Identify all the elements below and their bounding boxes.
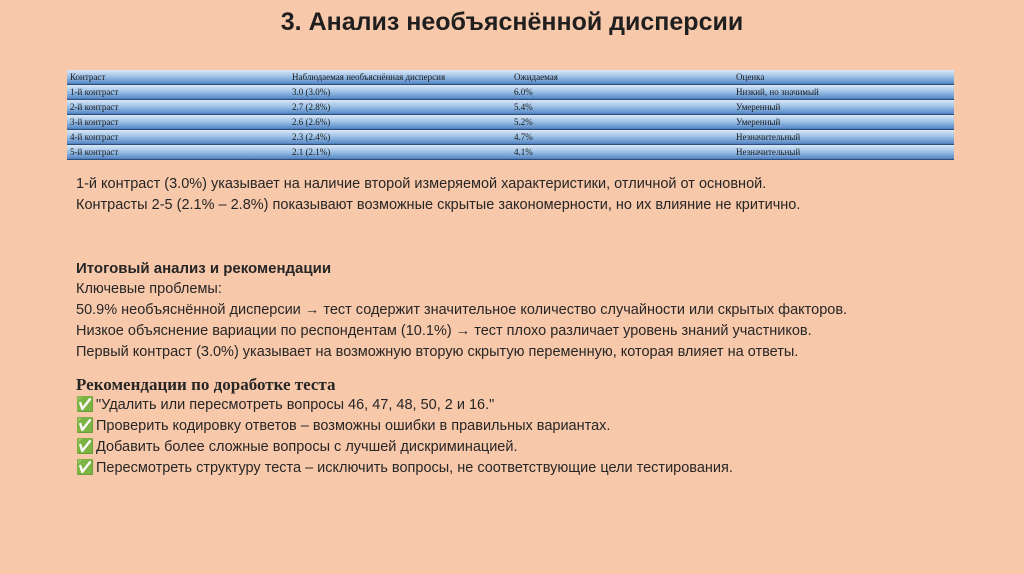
table-cell: 3.0 (3.0%) [289, 85, 511, 100]
table-row [67, 85, 954, 100]
problem-item: 50.9% необъяснённой дисперсии → тест содержит значительное количество случайности или скрытых факторов. [76, 302, 848, 318]
table-cell: Незначительный [733, 130, 954, 145]
header-cell: Оценка [733, 70, 954, 85]
table-cell: 5.2% [511, 115, 733, 130]
table-cell: 2.1 (2.1%) [289, 145, 511, 160]
table-cell: 2-й контраст [67, 100, 289, 115]
contrast-table [67, 70, 954, 160]
table-cell: 6.0% [511, 85, 733, 100]
table-header-row [67, 70, 954, 85]
table-row [67, 100, 954, 115]
header-cell: Наблюдаемая необъяснённая дисперсия [289, 70, 511, 85]
recommendation-text: Добавить более сложные вопросы с лучшей дискриминацией. [96, 439, 518, 455]
checkmark-icon: ✅ [76, 397, 95, 413]
recommendation-text: Пересмотреть структуру теста – исключить вопросы, не соответствующие цели тестирования. [96, 460, 733, 476]
table-cell: 2.7 (2.8%) [289, 100, 511, 115]
recommendation-text: "Удалить или пересмотреть вопросы 46, 47, 48, 50, 2 и 16." [96, 397, 495, 413]
table-cell: 5.4% [511, 100, 733, 115]
recommendations-heading: Рекомендации по доработке теста [76, 375, 336, 394]
table-cell: Незначительный [733, 145, 954, 160]
checkmark-icon: ✅ [76, 418, 95, 434]
summary-line: Контрасты 2-5 (2.1% – 2.8%) показывают возможные скрытые закономерности, но их влияние не критично. [76, 197, 801, 213]
header-cell: Ожидаемая [511, 70, 733, 85]
recommendation-item [76, 416, 733, 437]
recommendation-item [76, 437, 733, 458]
checkmark-icon: ✅ [76, 439, 95, 455]
summary-line: 1-й контраст (3.0%) указывает на наличие второй измеряемой характеристики, отличной от основной. [76, 176, 767, 192]
table-row [67, 130, 954, 145]
recommendation-item [76, 458, 733, 479]
table-cell: Низкий, но значимый [733, 85, 954, 100]
problem-item: Первый контраст (3.0%) указывает на возможную вторую скрытую переменную, которая влияет на ответы. [76, 344, 799, 360]
table-cell: 4.1% [511, 145, 733, 160]
table-cell: 4.7% [511, 130, 733, 145]
problem-item: Низкое объяснение вариации по респондентам (10.1%) → тест плохо различает уровень знаний участников. [76, 323, 812, 339]
table-cell: Умеренный [733, 100, 954, 115]
header-cell: Контраст [67, 70, 289, 85]
recommendation-text: Проверить кодировку ответов – возможны ошибки в правильных вариантах. [96, 418, 611, 434]
table-cell: 4-й контраст [67, 130, 289, 145]
table-cell: 1-й контраст [67, 85, 289, 100]
table-cell: 3-й контраст [67, 115, 289, 130]
page-title: 3. Анализ необъяснённой дисперсии [280, 8, 744, 36]
table-cell: 2.6 (2.6%) [289, 115, 511, 130]
recommendation-item [76, 395, 733, 416]
recommendations-block [76, 374, 733, 479]
analysis-block [76, 258, 847, 363]
summary-block [76, 174, 800, 216]
problems-label: Ключевые проблемы: [76, 281, 222, 297]
table-row [67, 145, 954, 160]
checkmark-icon: ✅ [76, 460, 95, 476]
analysis-heading: Итоговый анализ и рекомендации [76, 260, 332, 277]
table-cell: Умеренный [733, 115, 954, 130]
table-row [67, 115, 954, 130]
table-cell: 2.3 (2.4%) [289, 130, 511, 145]
table-cell: 5-й контраст [67, 145, 289, 160]
